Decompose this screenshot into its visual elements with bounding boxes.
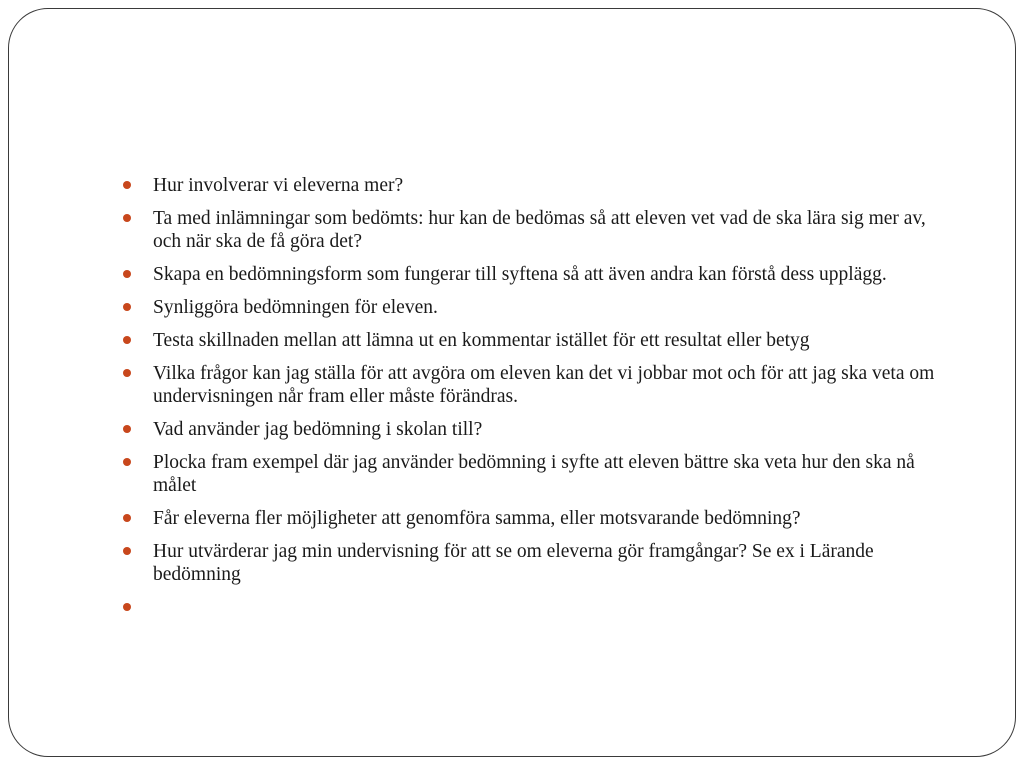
bullet-dot-icon	[123, 514, 131, 522]
bullet-item	[117, 418, 957, 441]
bullet-text: Plocka fram exempel där jag använder bedömning i syfte att eleven bättre ska veta hur den ska nå målet	[153, 452, 915, 496]
bullet-item	[117, 362, 957, 408]
bullet-dot-icon	[123, 425, 131, 433]
bullet-text: Testa skillnaden mellan att lämna ut en kommentar istället för ett resultat eller betyg	[153, 330, 810, 351]
bullet-text: Synliggöra bedömningen för eleven.	[153, 297, 438, 318]
bullet-text: Hur utvärderar jag min undervisning för att se om eleverna gör framgångar? Se ex i Lärande bedömning	[153, 541, 874, 585]
bullet-item	[117, 207, 957, 253]
bullet-text: Vad använder jag bedömning i skolan till?	[153, 419, 483, 440]
bullet-text: Hur involverar vi eleverna mer?	[153, 175, 404, 196]
bullet-dot-icon	[123, 603, 131, 611]
bullet-dot-icon	[123, 181, 131, 189]
bullet-item	[117, 540, 957, 586]
bullet-text: Ta med inlämningar som bedömts: hur kan de bedömas så att eleven vet vad de ska lära sig mer av, och när ska de få göra det?	[153, 208, 926, 252]
bullet-dot-icon	[123, 214, 131, 222]
bullet-list	[117, 174, 957, 629]
bullet-dot-icon	[123, 270, 131, 278]
bullet-item-empty	[117, 596, 957, 619]
bullet-text: Får eleverna fler möjligheter att genomföra samma, eller motsvarande bedömning?	[153, 508, 801, 529]
bullet-item	[117, 451, 957, 497]
bullet-item	[117, 329, 957, 352]
bullet-text: Skapa en bedömningsform som fungerar till syftena så att även andra kan förstå dess upplägg.	[153, 264, 887, 285]
bullet-item	[117, 174, 957, 197]
bullet-item	[117, 296, 957, 319]
bullet-dot-icon	[123, 303, 131, 311]
bullet-dot-icon	[123, 458, 131, 466]
bullet-item	[117, 507, 957, 530]
bullet-dot-icon	[123, 336, 131, 344]
bullet-dot-icon	[123, 369, 131, 377]
slide-frame	[8, 8, 1016, 757]
bullet-text: Vilka frågor kan jag ställa för att avgöra om eleven kan det vi jobbar mot och för att jag ska veta om undervisningen når fram eller måste förändras.	[153, 363, 935, 407]
bullet-dot-icon	[123, 547, 131, 555]
bullet-item	[117, 263, 957, 286]
